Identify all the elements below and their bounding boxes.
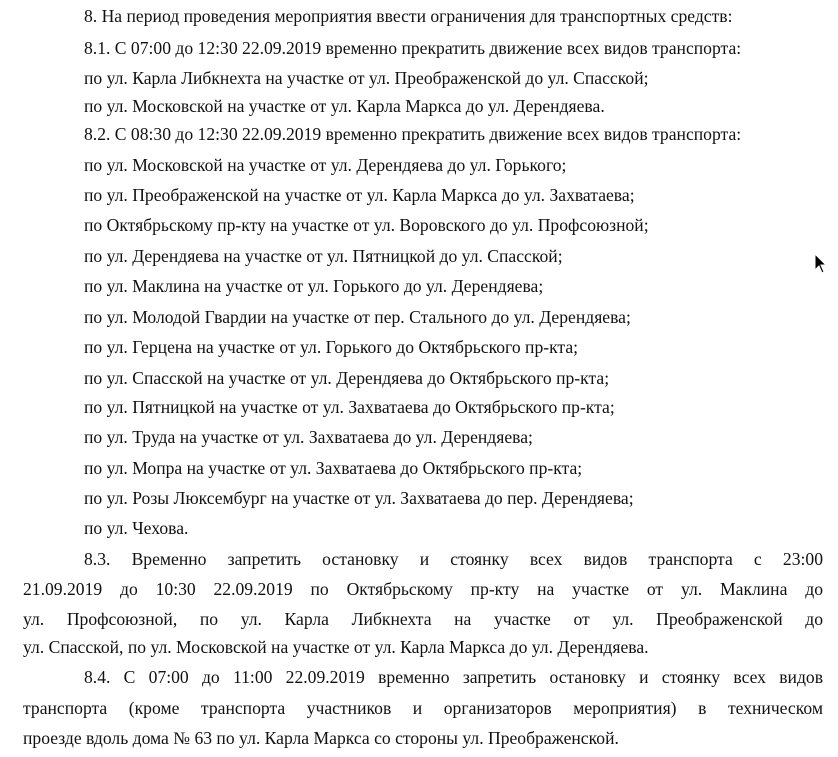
mouse-pointer-icon: [814, 253, 828, 280]
list-item: по ул. Труда на участке от ул. Захватаева до ул. Дерендяева;: [84, 427, 533, 447]
list-item: по ул. Маклина на участке от ул. Горького до ул. Дерендяева;: [84, 276, 544, 296]
list-item: по ул. Герцена на участке от ул. Горького до Октябрьского пр-кта;: [84, 337, 579, 357]
list-item: по ул. Московской на участке от ул. Дерендяева до ул. Горького;: [84, 155, 567, 175]
list-item: по ул. Молодой Гвардии на участке от пер. Стального до ул. Дерендяева;: [84, 307, 631, 327]
paragraph-8-3-line: ул. Спасской, по ул. Московской на участке от ул. Карла Маркса до ул. Дерендяева.: [23, 637, 649, 657]
list-item: по ул. Мопра на участке от ул. Захватаева до Октябрьского пр-кта;: [84, 458, 583, 478]
list-item: по ул. Розы Люксембург на участке от ул. Захватаева до пер. Дерендяева;: [84, 488, 634, 508]
list-item: по ул. Пятницкой на участке от ул. Захватаева до Октябрьского пр-кта;: [84, 397, 615, 417]
paragraph-8-4-line: транспорта (кроме транспорта участников и организаторов мероприятия) в техническом: [23, 698, 823, 718]
section-8-heading: 8. На период проведения мероприятия ввести ограничения для транспортных средств:: [84, 6, 733, 26]
list-item: по ул. Московской на участке от ул. Карла Маркса до ул. Дерендяева.: [84, 96, 605, 116]
list-item: по ул. Карла Либкнехта на участке от ул. Преображенской до ул. Спасской;: [84, 68, 649, 88]
list-item: по ул. Спасской на участке от ул. Дерендяева до Октябрьского пр-кта;: [84, 368, 610, 388]
list-item: по ул. Чехова.: [84, 518, 189, 538]
subsection-8-2-heading: 8.2. С 08:30 до 12:30 22.09.2019 временно прекратить движение всех видов транспорта:: [84, 124, 742, 144]
subsection-8-1-heading: 8.1. С 07:00 до 12:30 22.09.2019 временно прекратить движение всех видов транспорта:: [84, 38, 742, 58]
paragraph-8-4-line: 8.4. С 07:00 до 11:00 22.09.2019 временно запретить остановку и стоянку всех видов: [84, 667, 823, 687]
paragraph-8-3-line: 21.09.2019 до 10:30 22.09.2019 по Октябрьскому пр-кту на участке от ул. Маклина до: [23, 579, 823, 599]
list-item: по ул. Дерендяева на участке от ул. Пятницкой до ул. Спасской;: [84, 246, 563, 266]
list-item: по Октябрьскому пр-кту на участке от ул. Воровского до ул. Профсоюзной;: [84, 215, 649, 235]
list-item: по ул. Преображенской на участке от ул. Карла Маркса до ул. Захватаева;: [84, 185, 635, 205]
paragraph-8-4-line: проезде вдоль дома № 63 по ул. Карла Маркса со стороны ул. Преображенской.: [23, 728, 619, 748]
paragraph-8-3-line: 8.3. Временно запретить остановку и стоянку всех видов транспорта с 23:00: [84, 549, 823, 569]
paragraph-8-3-line: ул. Профсоюзной, по ул. Карла Либкнехта на участке от ул. Преображенской до: [23, 609, 823, 629]
